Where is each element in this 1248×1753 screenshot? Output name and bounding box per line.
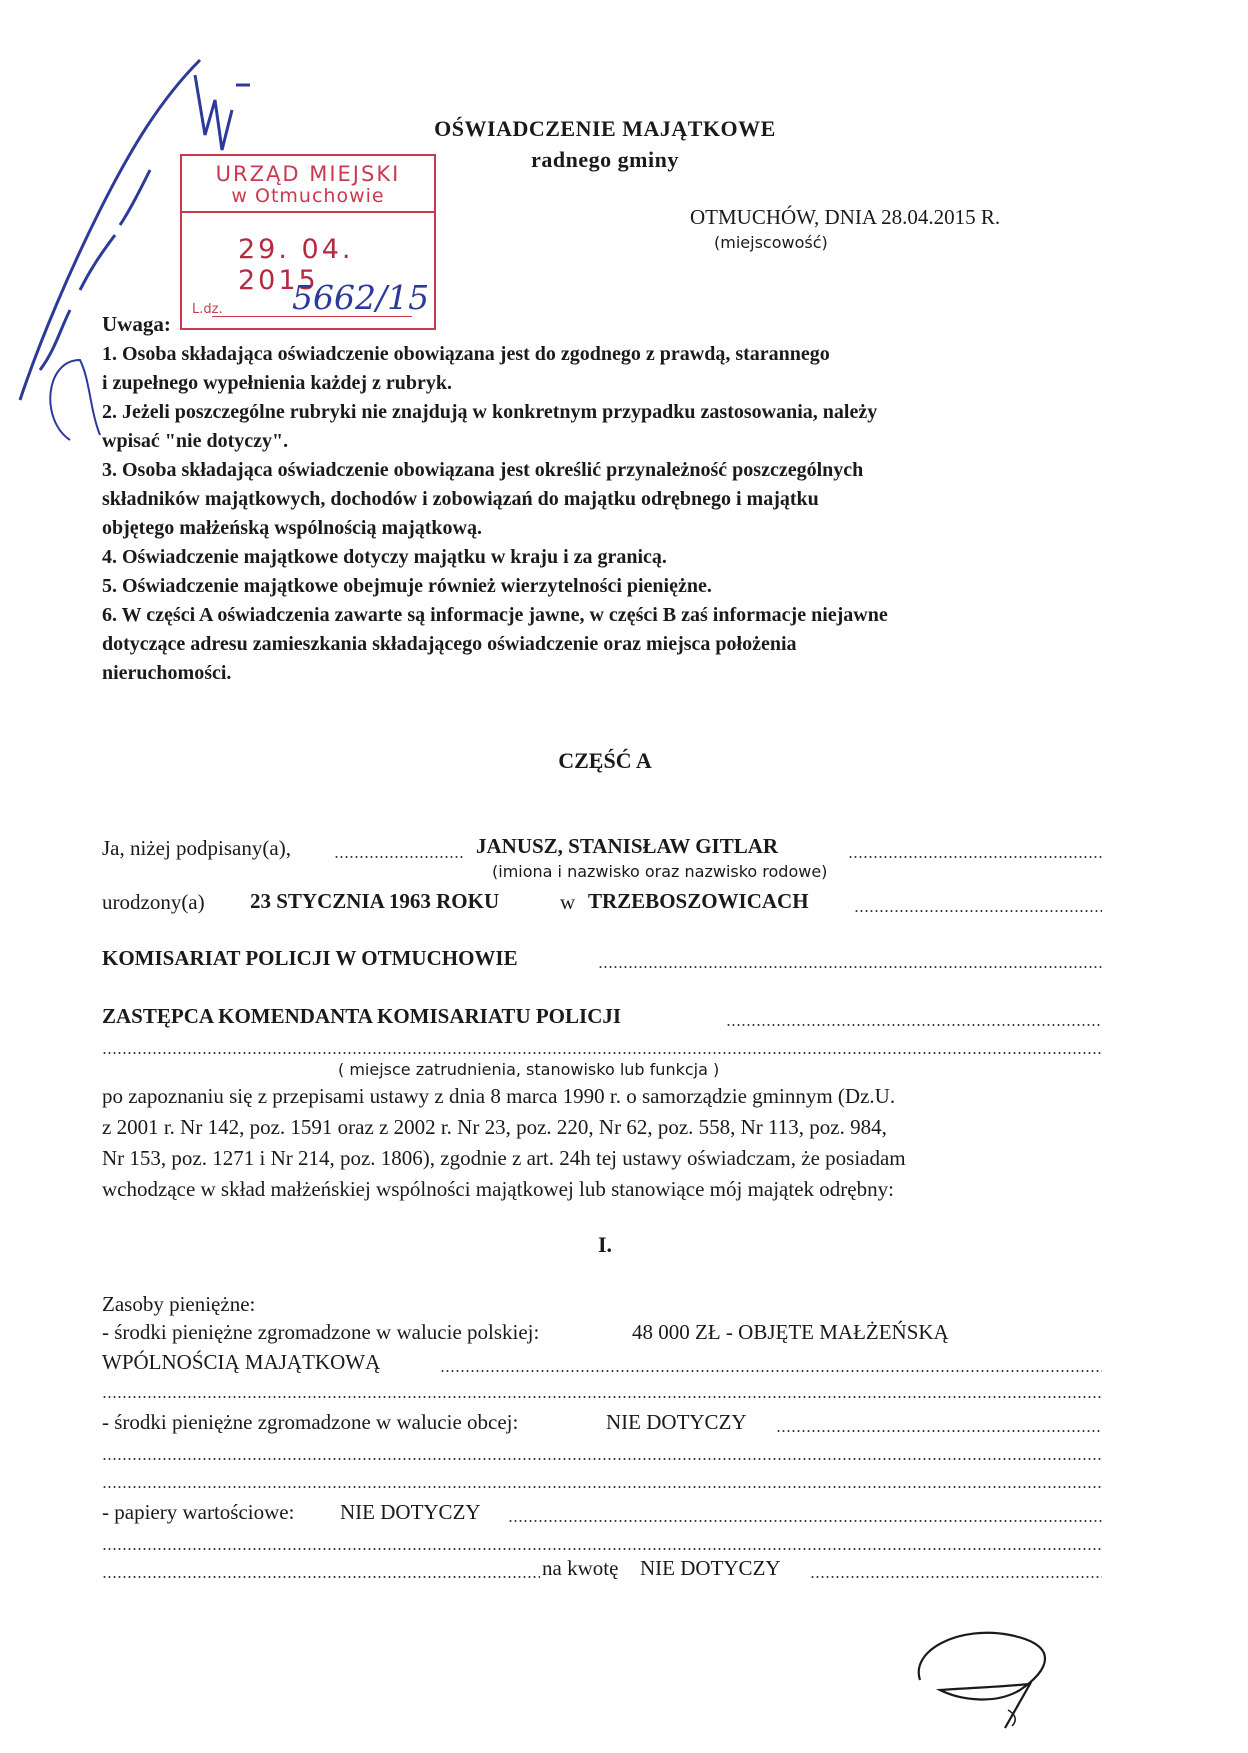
document-title: OŚWIADCZENIE MAJĄTKOWE xyxy=(434,116,776,141)
declarant-name: JANUSZ, STANISŁAW GITLAR xyxy=(476,834,779,858)
born-in: w xyxy=(560,890,576,914)
pln-value: 48 000 ZŁ - OBJĘTE MAŁŻEŃSKĄ xyxy=(632,1320,949,1344)
foreign-value: NIE DOTYCZY xyxy=(606,1410,747,1434)
foreign-label: - środki pieniężne zgromadzone w walucie obcej: xyxy=(102,1410,519,1434)
dotted-line xyxy=(810,1576,1102,1578)
note-line: 1. Osoba składająca oświadczenie obowiązana jest do zgodnego z prawdą, starannego xyxy=(102,343,830,365)
note-line: składników majątkowych, dochodów i zobowiązań do majątku odrębnego i majątku xyxy=(102,488,819,510)
notes-heading: Uwaga: xyxy=(102,312,171,336)
stamp-ldz-label: L.dz. xyxy=(192,302,223,317)
note-line: wpisać "nie dotyczy". xyxy=(102,430,289,452)
note-line: 3. Osoba składająca oświadczenie obowiązana jest określić przynależność poszczególnych xyxy=(102,459,864,481)
pln-label: - środki pieniężne zgromadzone w walucie polskiej: xyxy=(102,1320,540,1344)
born-label: urodzony(a) xyxy=(102,890,205,914)
born-date: 23 STYCZNIA 1963 ROKU xyxy=(250,889,500,913)
dotted-line xyxy=(102,1576,540,1578)
legal-text-line: wchodzące w skład małżeńskiej wspólności majątkowej lub stanowiące mój majątek odrębny: xyxy=(102,1177,894,1201)
dotted-line xyxy=(854,910,1102,912)
note-line: 4. Oświadczenie majątkowe dotyczy majątku w kraju i za granicą. xyxy=(102,546,667,568)
legal-text-line: po zapoznaniu się z przepisami ustawy z dnia 8 marca 1990 r. o samorządzie gminnym (Dz.U. xyxy=(102,1084,896,1108)
dotted-line xyxy=(102,1052,1102,1054)
document-subtitle: radnego gminy xyxy=(531,147,679,172)
dotted-line xyxy=(102,1396,1102,1398)
employment-caption: ( miejsce zatrudnienia, stanowisko lub funkcja ) xyxy=(338,1060,720,1079)
dotted-line xyxy=(848,856,1102,858)
name-caption: (imiona i nazwisko oraz nazwisko rodowe) xyxy=(492,862,828,881)
place-date: OTMUCHÓW, DNIA 28.04.2015 R. xyxy=(690,205,1001,229)
dotted-line xyxy=(102,1548,1102,1550)
note-line: i zupełnego wypełnienia każdej z rubryk. xyxy=(102,372,453,394)
stamp-office: URZĄD MIEJSKI xyxy=(215,162,401,186)
stamp-registry-number: 5662/15 xyxy=(292,278,430,317)
signature-icon xyxy=(900,1610,1080,1740)
note-line: objętego małżeńską wspólnością majątkową. xyxy=(102,517,482,539)
note-line: 2. Jeżeli poszczególne rubryki nie znajdują w konkretnym przypadku zastosowania, należy xyxy=(102,401,878,423)
position: ZASTĘPCA KOMENDANTA KOMISARIATU POLICJI xyxy=(102,1004,622,1028)
dotted-line xyxy=(102,1486,1102,1488)
amount-label: na kwotę xyxy=(542,1556,619,1580)
born-place: TRZEBOSZOWICACH xyxy=(588,889,809,913)
note-line: nieruchomości. xyxy=(102,662,232,684)
dotted-line xyxy=(102,1458,1102,1460)
employer: KOMISARIAT POLICJI W OTMUCHOWIE xyxy=(102,946,518,970)
dotted-line xyxy=(598,966,1102,968)
stamp-date: 29. 04. 2015 xyxy=(238,234,354,296)
stamp-town: w Otmuchowie xyxy=(231,185,385,207)
dotted-line xyxy=(776,1430,1102,1432)
section-1-heading: Zasoby pieniężne: xyxy=(102,1292,256,1316)
note-line: 6. W części A oświadczenia zawarte są informacje jawne, w części B zaś informacje niejawne xyxy=(102,604,888,626)
securities-label: - papiery wartościowe: xyxy=(102,1500,295,1524)
pln-value-cont: WPÓLNOŚCIĄ MAJĄTKOWĄ xyxy=(102,1350,381,1374)
amount-value: NIE DOTYCZY xyxy=(640,1556,781,1580)
securities-value: NIE DOTYCZY xyxy=(340,1500,481,1524)
legal-text-line: z 2001 r. Nr 142, poz. 1591 oraz z 2002 r. Nr 23, poz. 220, Nr 62, poz. 558, Nr 113, poz. 984, xyxy=(102,1115,887,1139)
legal-text-line: Nr 153, poz. 1271 i Nr 214, poz. 1806), zgodnie z art. 24h tej ustawy oświadczam, że posiadam xyxy=(102,1146,906,1170)
section-1-numeral: I. xyxy=(597,1232,613,1257)
dotted-line xyxy=(440,1370,1102,1372)
part-a-heading: CZĘŚĆ A xyxy=(558,748,652,773)
note-line: dotyczące adresu zamieszkania składającego oświadczenie oraz miejsca położenia xyxy=(102,633,797,655)
note-line: 5. Oświadczenie majątkowe obejmuje również wierzytelności pieniężne. xyxy=(102,575,712,597)
dotted-line xyxy=(726,1024,1102,1026)
dotted-line xyxy=(508,1520,1102,1522)
dotted-line xyxy=(334,856,464,858)
notes-list xyxy=(102,340,1112,688)
signed-label: Ja, niżej podpisany(a), xyxy=(102,836,291,860)
place-caption: (miejscowość) xyxy=(714,233,828,252)
